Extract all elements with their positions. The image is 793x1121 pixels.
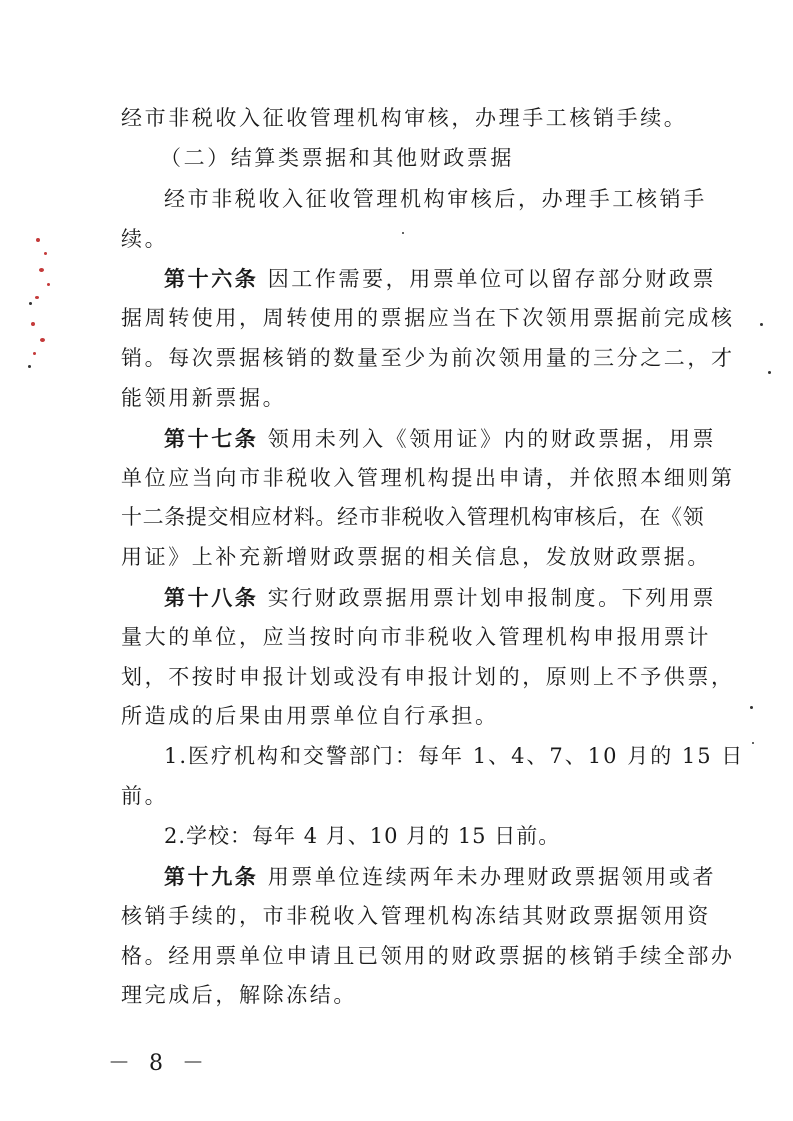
article-text: 用票单位连续两年未办理财政票据领用或者 (267, 865, 717, 889)
article-heading: 第十八条 (164, 585, 259, 610)
scan-artifact (35, 296, 39, 299)
scan-artifact (752, 742, 754, 744)
section-heading: （二）结算类票据和其他财政票据 (160, 146, 514, 170)
text-line: 前。 (121, 784, 169, 808)
article-heading: 第十九条 (164, 864, 259, 889)
text-line: 用证》上补充新增财政票据的相关信息，发放财政票据。 (121, 545, 711, 569)
text-line: 量大的单位，应当按时向市非税收入管理机构申报用票计 (121, 625, 711, 649)
text-line: 续。 (121, 227, 169, 251)
article-text: 因工作需要，用票单位可以留存部分财政票 (267, 267, 717, 291)
article-17-line (164, 428, 716, 450)
text-line: 理完成后，解除冻结。 (121, 983, 357, 1007)
scan-artifact (760, 323, 763, 326)
scan-artifact (402, 232, 404, 234)
text-line: 经市非税收入征收管理机构审核后，办理手工核销手 (164, 187, 707, 211)
text-line: 据周转使用，周转使用的票据应当在下次领用票据前完成核 (121, 306, 735, 330)
scan-artifact (47, 283, 50, 286)
scan-artifact (36, 238, 40, 242)
scan-artifact (44, 252, 47, 255)
scan-artifact (750, 706, 753, 709)
text-line: 能领用新票据。 (121, 386, 287, 410)
text-line: 格。经用票单位申请且已领用的财政票据的核销手续全部办 (121, 944, 735, 968)
text-line: 划，不按时申报计划或没有申报计划的，原则上不予供票， (121, 665, 735, 689)
article-19-line (164, 866, 716, 888)
scan-artifact (33, 352, 36, 355)
scan-artifact (768, 371, 771, 374)
text-line: 核销手续的，市非税收入管理机构冻结其财政票据领用资 (121, 904, 711, 928)
page-number: － 8 － (108, 1051, 210, 1076)
scan-artifact (39, 268, 44, 272)
text-line: 单位应当向市非税收入管理机构提出申请，并依照本细则第 (121, 466, 735, 490)
scan-artifact (31, 322, 35, 326)
text-line: 十二条提交相应材料。经市非税收入管理机构审核后，在《领 (121, 505, 705, 529)
article-heading: 第十六条 (164, 266, 259, 291)
article-heading: 第十七条 (164, 426, 259, 451)
article-text: 领用未列入《领用证》内的财政票据，用票 (267, 427, 717, 451)
list-item-1: 1.医疗机构和交警部门：每年 1、4、7、10 月的 15 日 (164, 744, 745, 768)
text-line: 经市非税收入征收管理机构审核，办理手工核销手续。 (121, 106, 688, 130)
text-line: 销。每次票据核销的数量至少为前次领用量的三分之二，才 (121, 346, 735, 370)
text-line: 所造成的后果由用票单位自行承担。 (121, 704, 499, 728)
scan-artifact (40, 338, 45, 342)
scan-artifact (28, 365, 31, 368)
scan-artifact (29, 302, 32, 305)
article-16-line (164, 268, 716, 290)
list-item-2: 2.学校：每年 4 月、10 月的 15 日前。 (164, 824, 561, 848)
article-text: 实行财政票据用票计划申报制度。下列用票 (267, 586, 717, 610)
article-18-line (164, 587, 716, 609)
